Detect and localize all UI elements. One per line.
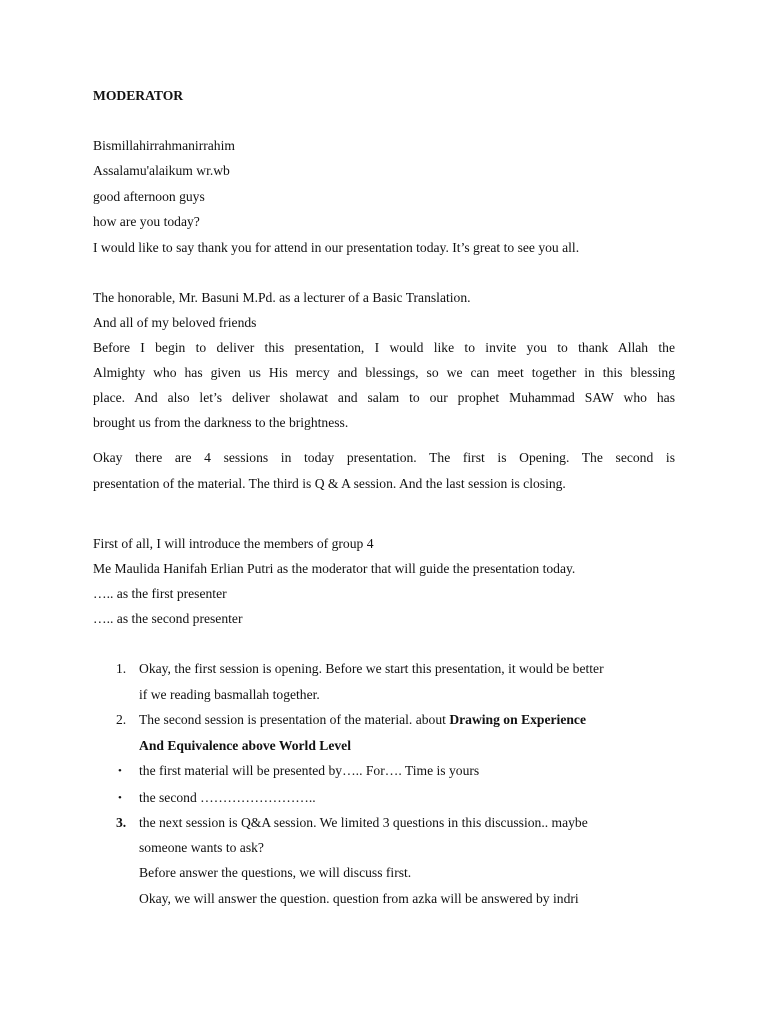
opening-paragraph-line: Before I begin to deliver this presentation, I would like to invite you to thank Allah the [93, 340, 675, 355]
list-item-text: Okay, we will answer the question. question from azka will be answered by indri [139, 891, 579, 906]
bullet-item-text: the first material will be presented by….. For…. Time is yours [139, 763, 480, 778]
list-item-text: Before answer the questions, we will discuss first. [139, 865, 412, 880]
document-page [93, 0, 675, 1024]
material-title-bold: Drawing on Experience [449, 712, 586, 727]
moderator-line: Me Maulida Hanifah Erlian Putri as the moderator that will guide the presentation today. [93, 561, 576, 576]
list-number: 3. [116, 815, 127, 830]
members-intro: First of all, I will introduce the members of group 4 [93, 536, 374, 551]
list-number: 1. [116, 661, 127, 676]
opening-paragraph-line: brought us from the darkness to the brightness. [93, 415, 349, 430]
opening-paragraph-line: Almighty who has given us His mercy and blessings, so we can meet together in this blessing [93, 365, 675, 380]
greeting-line: how are you today? [93, 214, 200, 229]
sessions-paragraph-line: Okay there are 4 sessions in today presentation. The first is Opening. The second is [93, 450, 675, 465]
list-item-text: Okay, the first session is opening. Before we start this presentation, it would be better [139, 661, 604, 676]
material-title-bold: And Equivalence above World Level [139, 738, 351, 753]
greeting-line: I would like to say thank you for attend in our presentation today. It’s great to see you all. [93, 240, 580, 255]
list-item-text: if we reading basmallah together. [139, 687, 320, 702]
list-number: 2. [116, 712, 127, 727]
friends-line: And all of my beloved friends [93, 315, 257, 330]
greeting-line: Assalamu'alaikum wr.wb [93, 163, 230, 178]
greeting-line: good afternoon guys [93, 189, 205, 204]
list-item-text [139, 711, 586, 729]
first-presenter-line: ….. as the first presenter [93, 586, 227, 601]
list-item-text-prefix: The second session is presentation of the material. about [139, 712, 450, 727]
second-presenter-line: ….. as the second presenter [93, 611, 243, 626]
list-item-text: someone wants to ask? [139, 840, 264, 855]
greeting-line: Bismillahirrahmanirrahim [93, 138, 235, 153]
opening-paragraph-line: place. And also let’s deliver sholawat and salam to our prophet Muhammad SAW who has [93, 390, 675, 405]
sessions-paragraph-line: presentation of the material. The third is Q & A session. And the last session is closing. [93, 476, 566, 491]
bullet-icon: • [118, 765, 122, 777]
list-item-text: the next session is Q&A session. We limited 3 questions in this discussion.. maybe [139, 815, 588, 830]
bullet-icon: • [118, 792, 122, 804]
bullet-item-text: the second …………………….. [139, 790, 316, 805]
honorable-line: The honorable, Mr. Basuni M.Pd. as a lecturer of a Basic Translation. [93, 290, 471, 305]
page-title: MODERATOR [93, 88, 184, 103]
